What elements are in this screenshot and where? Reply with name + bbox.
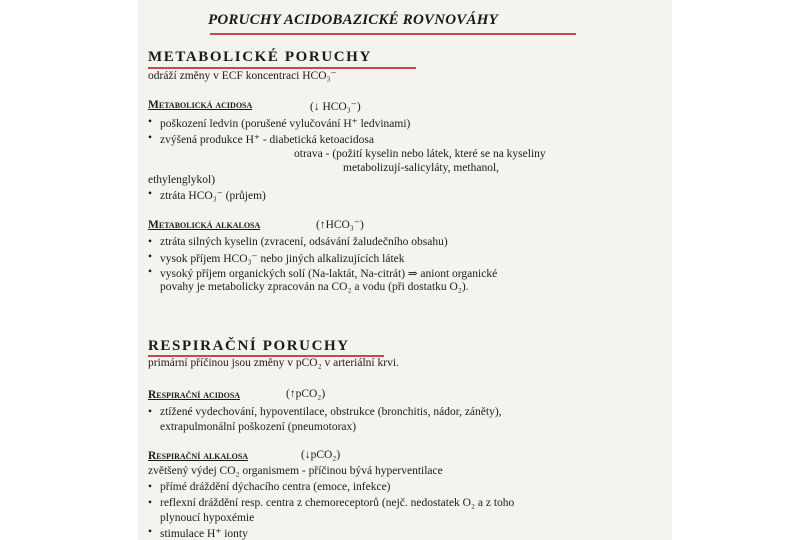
page-title: PORUCHY ACIDOBAZICKÉ ROVNOVÁHY xyxy=(208,12,498,28)
list-item: • přímé dráždění dýchacího centra (emoce, infekce) xyxy=(160,481,391,493)
list-item: • poškození ledvin (porušené vylučování H⁺ ledvinami) xyxy=(160,116,410,130)
list-item: • ztížené vydechování, hypoventilace, obstrukce (bronchitis, nádor, záněty), xyxy=(160,406,502,418)
list-item: • ztráta silných kyselin (zvracení, odsávání žaludečního obsahu) xyxy=(160,236,448,248)
list-item: • vysoký příjem organických solí (Na-laktát, Na-citrát) ⇒ aniont organické xyxy=(160,266,497,280)
list-item-continuation: povahy je metabolicky zpracován na CO₂ a vodu (při dostatku O₂). xyxy=(160,281,469,293)
list-item: • zvýšená produkce H⁺ - diabetická ketoacidosa xyxy=(160,132,374,146)
respiratory-acidosis-note: (↑pCO₂) xyxy=(286,388,326,400)
metabolic-acidosis-label: Metabolická acidosa xyxy=(148,99,253,111)
list-item-continuation: otrava - (požití kyselin nebo látek, které se na kyseliny xyxy=(294,148,546,160)
respiratory-acidosis-label: Respirační acidosa xyxy=(148,389,241,401)
metabolic-alkalosis-label: Metabolická alkalosa xyxy=(148,219,261,231)
list-item: • ztráta HCO₃⁻ (průjem) xyxy=(160,188,266,202)
list-item-continuation: metabolizují-salicyláty, methanol, xyxy=(343,162,500,174)
metabolic-subtitle: odráží změny v ECF koncentraci HCO₃⁻ xyxy=(148,70,337,82)
list-item-continuation: extrapulmonální poškození (pneumotorax) xyxy=(160,421,357,433)
list-item: • reflexní dráždění resp. centra z chemoreceptorů (nejč. nedostatek O₂ a z toho xyxy=(160,497,514,509)
metabolic-alkalosis-note: (↑HCO₃⁻) xyxy=(316,219,364,231)
document-page xyxy=(138,0,672,540)
title-underline xyxy=(210,33,576,35)
respiratory-alkalosis-note: (↓pCO₂) xyxy=(301,449,341,461)
respiratory-subtitle: primární příčinou jsou změny v pCO₂ v arteriální krvi. xyxy=(148,357,399,369)
list-item: • stimulace H⁺ ionty xyxy=(160,526,248,540)
respiratory-alkalosis-intro: zvětšený výdej CO₂ organismem - příčinou bývá hyperventilace xyxy=(148,465,443,477)
list-item: • vysok příjem HCO₃⁻ nebo jiných alkalizujících látek xyxy=(160,251,405,265)
list-item-continuation: ethylenglykol) xyxy=(148,174,216,186)
metabolic-heading: METABOLICKÉ PORUCHY xyxy=(148,49,372,65)
respiratory-heading: RESPIRAČNÍ PORUCHY xyxy=(148,338,350,354)
metabolic-acidosis-note: (↓ HCO₃⁻) xyxy=(310,101,361,113)
list-item-continuation: plynoucí hypoxémie xyxy=(160,512,255,524)
respiratory-alkalosis-label: Respirační alkalosa xyxy=(148,450,249,462)
